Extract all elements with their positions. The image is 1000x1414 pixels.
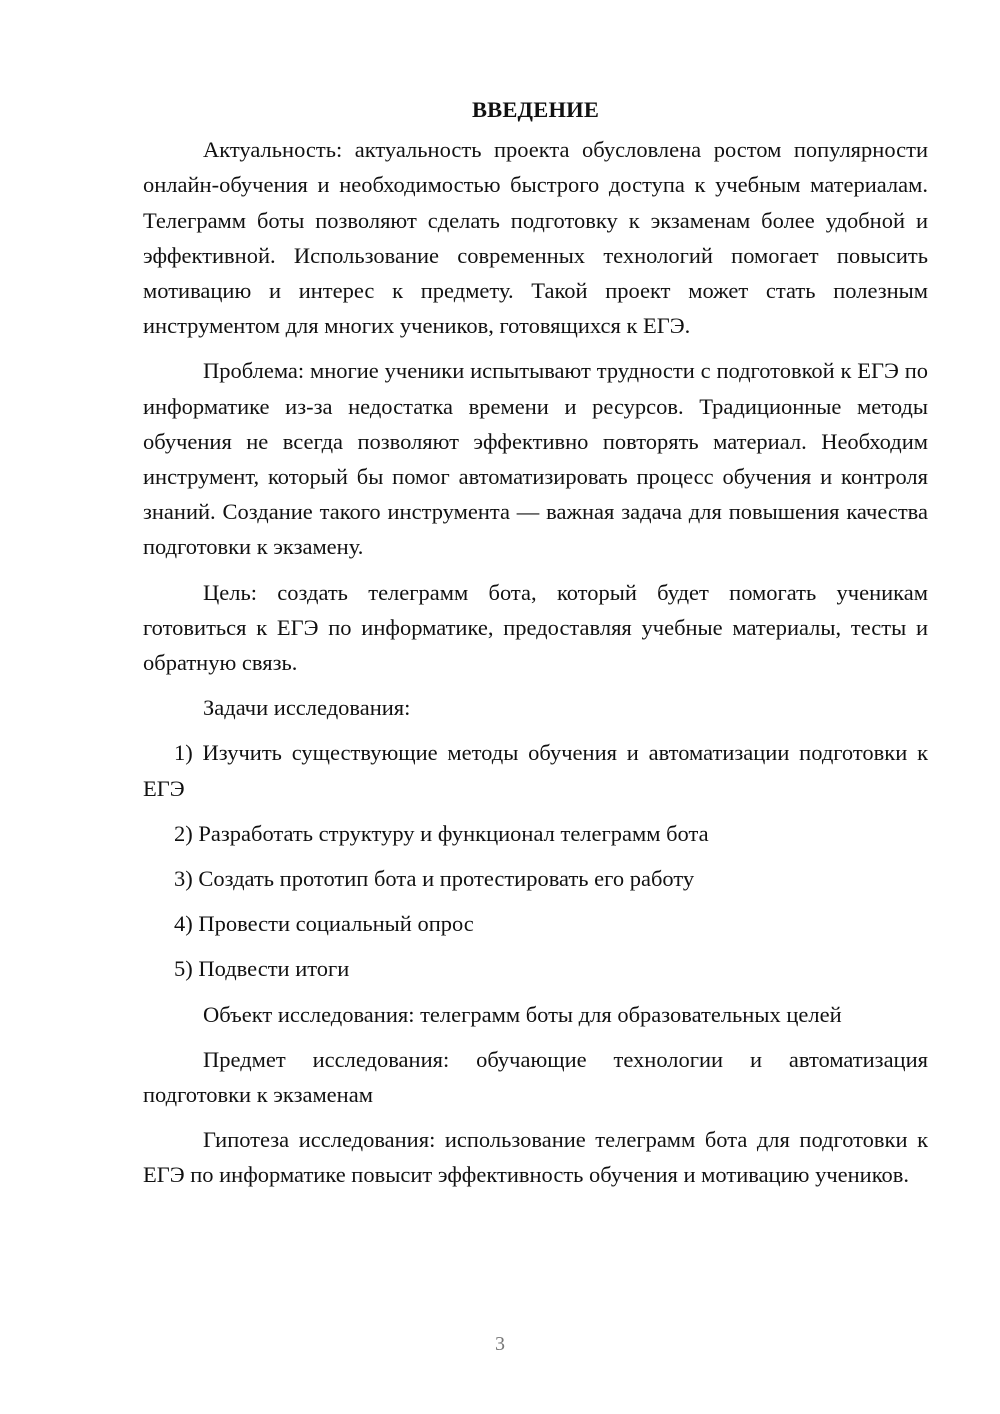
task-item-1: 1) Изучить существующие методы обучения и автоматизации подготовки к ЕГЭ — [143, 740, 928, 801]
task-item-2: 2) Разработать структуру и функционал телеграмм бота — [174, 820, 709, 846]
document-page — [143, 92, 928, 1203]
task-item-4: 4) Провести социальный опрос — [174, 911, 474, 937]
section-title: ВВЕДЕНИЕ — [471, 97, 600, 122]
goal-paragraph: Цель: создать телеграмм бота, который будет помогать ученикам готовиться к ЕГЭ по информатике, предоставляя учебные материалы, тесты и обратную связь. — [143, 579, 928, 676]
relevance-paragraph: Актуальность: актуальность проекта обусловлена ростом популярности онлайн-обучения и необходимостью быстрого доступа к учебным материалам. Телеграмм боты позволяют сделать подготовку к экзаменам более удобной и эффективной. Использование современных технологий помогает повысить мотивацию и интерес к предмету. Такой проект может стать полезным инструментом для многих учеников, готовящихся к ЕГЭ. — [143, 137, 928, 339]
hypothesis-paragraph: Гипотеза исследования: использование телеграмм бота для подготовки к ЕГЭ по информатике повысит эффективность обучения и мотивацию учеников. — [143, 1127, 928, 1188]
subject-paragraph: Предмет исследования: обучающие технологии и автоматизация подготовки к экзаменам — [143, 1046, 928, 1108]
task-item-3: 3) Создать прототип бота и протестировать его работу — [174, 866, 695, 892]
page-number: 3 — [495, 1333, 505, 1355]
problem-paragraph: Проблема: многие ученики испытывают трудности с подготовкой к ЕГЭ по информатике из-за недостатка времени и ресурсов. Традиционные методы обучения не всегда позволяют эффективно повторять материал. Необходим инструмент, который бы помог автоматизировать процесс обучения и контроля знаний. Создание такого инструмента — важная задача для повышения качества подготовки к экзамену. — [143, 358, 928, 560]
task-item-5: 5) Подвести итоги — [174, 956, 350, 982]
tasks-heading: Задачи исследования: — [203, 695, 411, 721]
object-paragraph: Объект исследования: телеграмм боты для образовательных целей — [203, 1001, 842, 1027]
